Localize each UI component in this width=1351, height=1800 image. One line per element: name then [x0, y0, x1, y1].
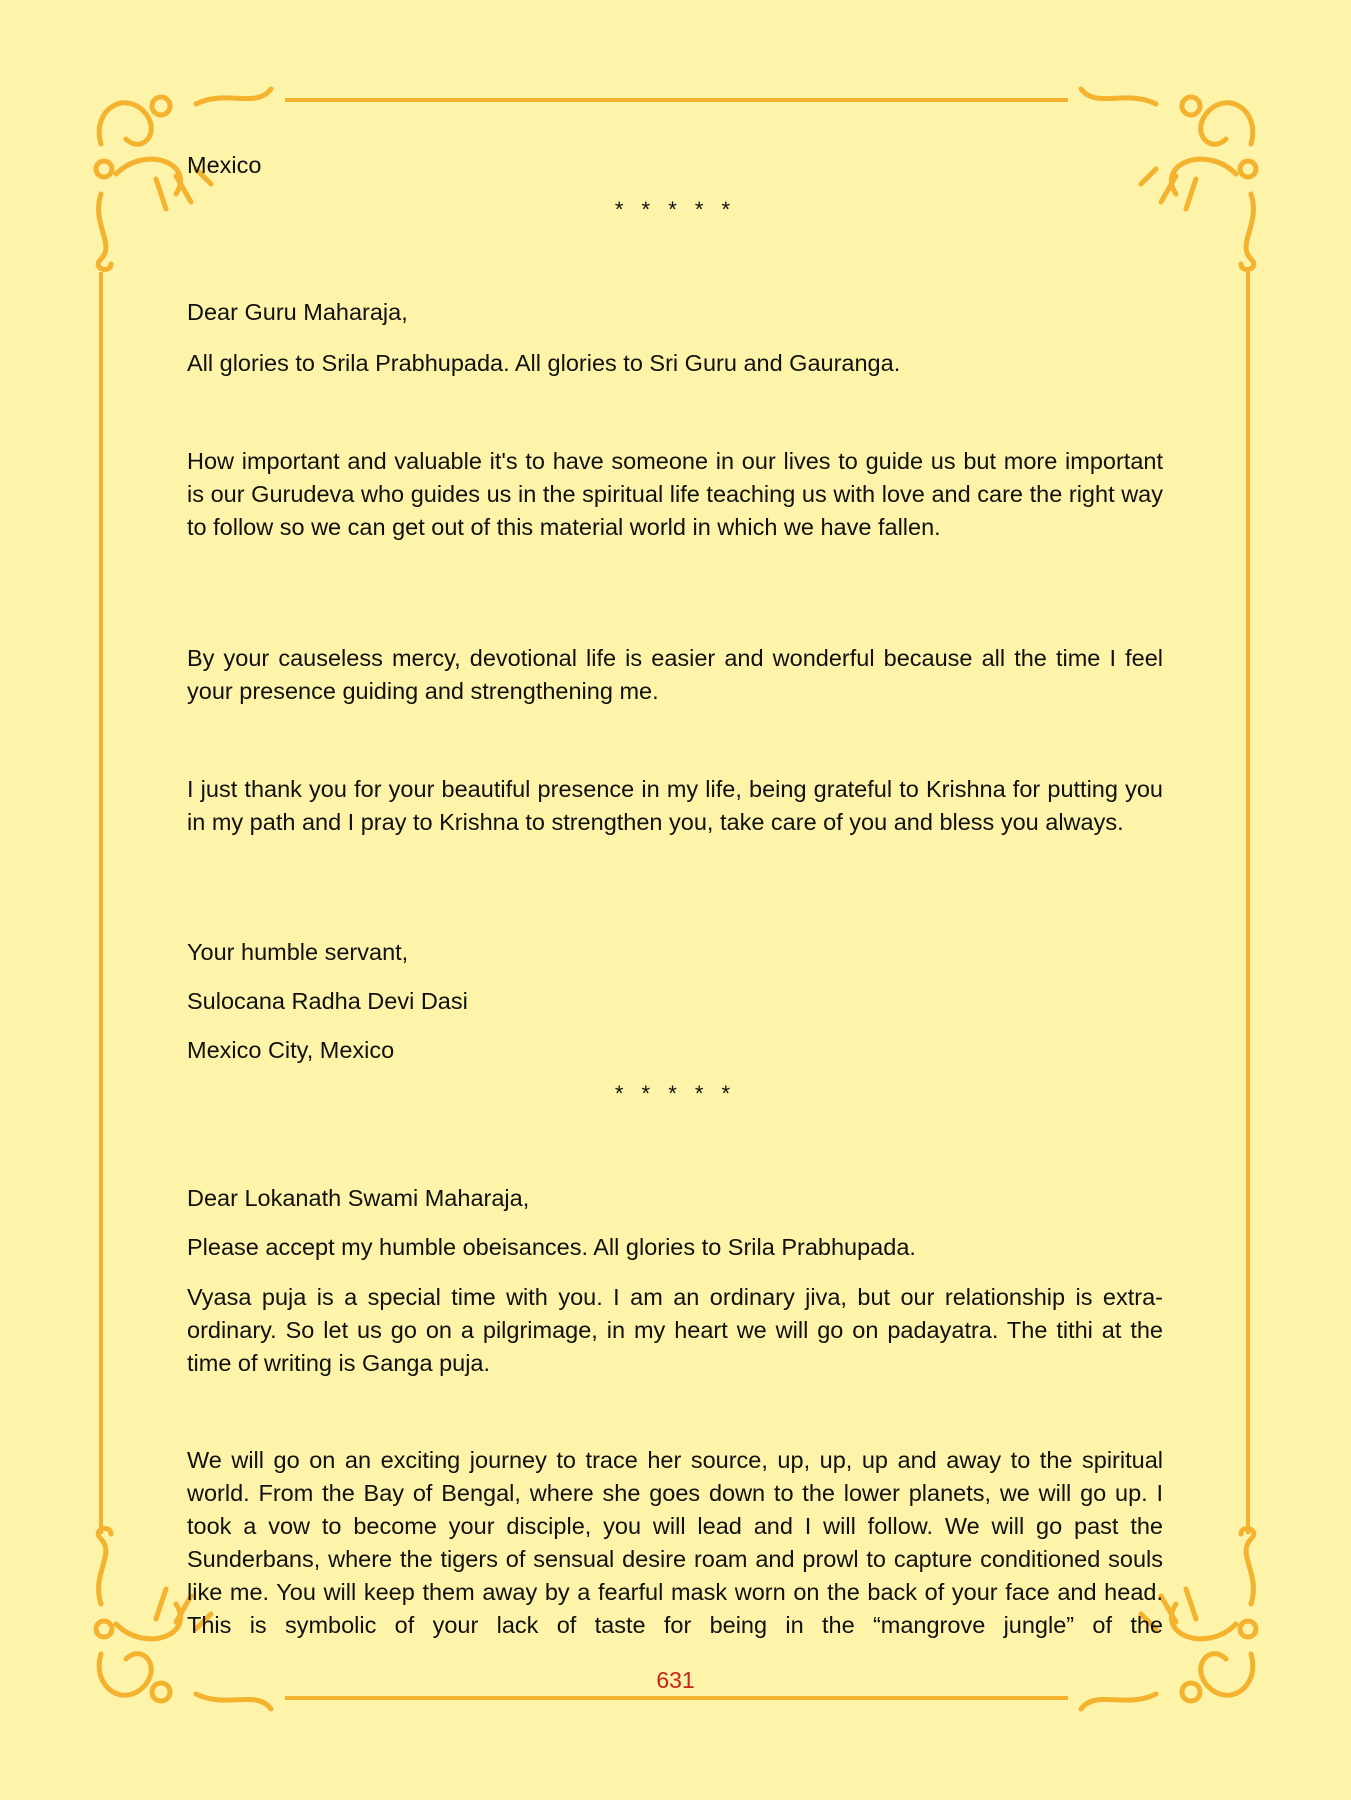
border-left [99, 272, 103, 1534]
letter1-location: Mexico City, Mexico [187, 1037, 395, 1063]
letter1-closing: Your humble servant, [187, 939, 409, 965]
separator: * * * * * [614, 1081, 737, 1106]
letter2-paragraph: We will go on an exciting journey to trace her source, up, up, up and away to the spiritual world. From the Bay of Bengal, where she goes down to the lower planets, we will go up. I took a vow to become your disciple, you will lead and I will follow. We will go past the Sunderbans, where the tigers of sensual desire roam and prowl to capture conditioned souls like me. You will keep them away by a fearful mask worn on the back of your face and head. This is symbolic of your lack of taste for being in the “mangrove jungle” of the [187, 1447, 1163, 1638]
letter1-paragraph: How important and valuable it's to have someone in our lives to guide us but more important is our Gurudeva who guides us in the spiritual life teaching us with love and care the right way to follow so we can get out of this material world in which we have fallen. [187, 448, 1163, 540]
letter2-salutation: Dear Lokanath Swami Maharaja, [187, 1185, 530, 1211]
separator: * * * * * [614, 197, 737, 222]
border-top [285, 98, 1068, 102]
letter1-salutation: Dear Guru Maharaja, [187, 299, 408, 325]
letter1-greeting: All glories to Srila Prabhupada. All glories to Sri Guru and Gauranga. [187, 350, 901, 376]
letter2-paragraph: Vyasa puja is a special time with you. I am an ordinary jiva, but our relationship is extra-ordinary. So let us go on a pilgrimage, in my heart we will go on padayatra. The tithi at the time of writing is Ganga puja. [187, 1284, 1163, 1376]
page-number: 631 [656, 1667, 695, 1693]
border-right [1246, 272, 1250, 1534]
border-bottom [285, 1696, 1068, 1700]
header-location: Mexico [187, 152, 262, 178]
letter2-greeting: Please accept my humble obeisances. All glories to Srila Prabhupada. [187, 1234, 916, 1260]
letter1-paragraph: I just thank you for your beautiful presence in my life, being grateful to Krishna for putting you in my path and I pray to Krishna to strengthen you, take care of you and bless you always. [187, 776, 1163, 835]
letter1-paragraph: By your causeless mercy, devotional life is easier and wonderful because all the time I feel your presence guiding and strengthening me. [187, 645, 1163, 704]
letter1-signature: Sulocana Radha Devi Dasi [187, 988, 468, 1014]
